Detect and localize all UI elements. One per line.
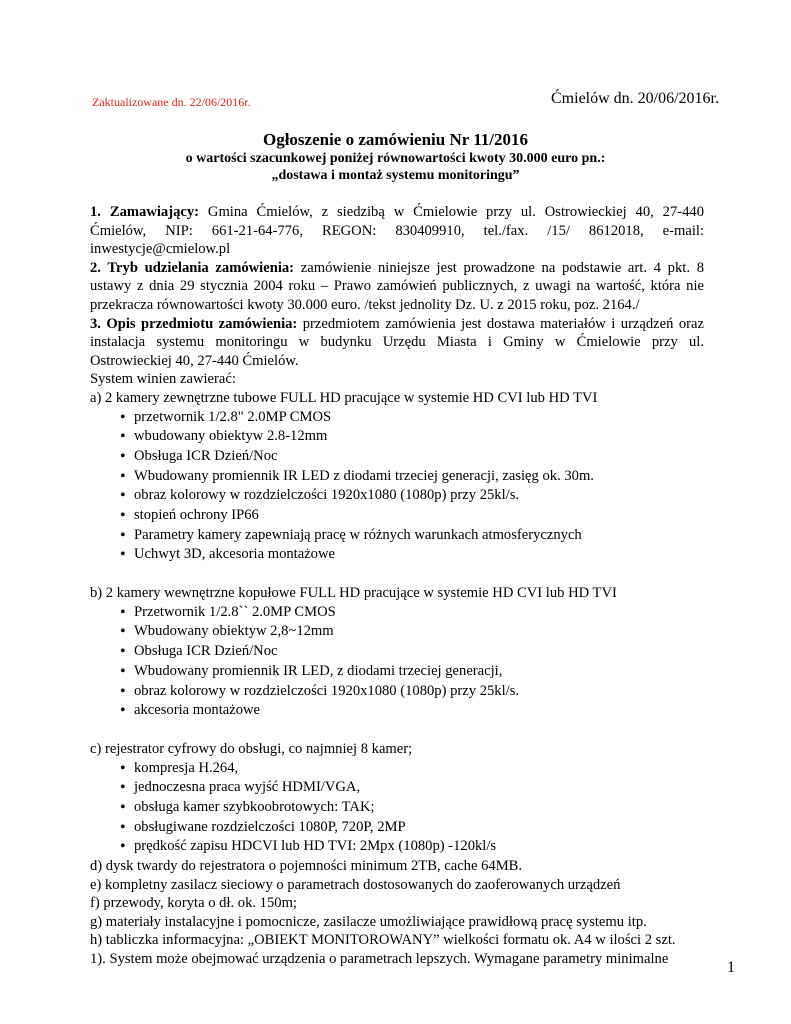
list-item: • Obsługa ICR Dzień/Noc xyxy=(120,642,704,662)
list-item: • Obsługa ICR Dzień/Noc xyxy=(120,447,704,467)
list-item: • Uchwyt 3D, akcesoria montażowe xyxy=(120,545,704,565)
item-b-heading: b) 2 kamery wewnętrzne kopułowe FULL HD pracujące w systemie HD CVI lub HD TVI xyxy=(90,585,617,602)
section-1-text: Gmina Ćmielów, z siedzibą w Ćmielowie przy ul. Ostrowieckiej 40, 27-440 xyxy=(199,204,705,220)
item-b-bullet-list xyxy=(90,603,704,721)
list-item: • wbudowany obiektyw 2.8-12mm xyxy=(120,427,704,447)
section-3-line-2: instalacja systemu monitoringu w budynku Urzędu Miasta i Gminy w Ćmielowie przy ul. xyxy=(90,334,704,351)
item-h: h) tabliczka informacyjna: „OBIEKT MONITOROWANY” wielkości formatu ok. A4 w ilości 2 szt. xyxy=(90,932,676,949)
list-item: • Wbudowany promiennik IR LED, z diodami trzeciej generacji, xyxy=(120,662,704,682)
list-item: • przetwornik 1/2.8" 2.0MP CMOS xyxy=(120,408,704,428)
list-item: • Przetwornik 1/2.8`` 2.0MP CMOS xyxy=(120,603,704,623)
item-d: d) dysk twardy do rejestratora o pojemności minimum 2TB, cache 64MB. xyxy=(90,858,523,875)
item-c-bullet-list xyxy=(90,759,704,858)
list-item: • Parametry kamery zapewniają pracę w różnych warunkach atmosferycznych xyxy=(120,526,704,546)
section-1-line-2: Ćmielów, NIP: 661-21-64-776, REGON: 830409910, tel./fax. /15/ 8612018, e-mail: xyxy=(90,222,704,239)
system-intro: System winien zawierać: xyxy=(90,371,236,388)
list-item: • prędkość zapisu HDCVI lub HD TVI: 2Mpx (1080p) -120kl/s xyxy=(120,837,704,857)
section-3-text: przedmiotem zamówienia jest dostawa materiałów i urządzeń oraz xyxy=(297,315,704,332)
document-body xyxy=(90,203,704,969)
document-title: Ogłoszenie o zamówieniu Nr 11/2016 xyxy=(262,130,529,149)
list-item: • obraz kolorowy w rozdzielczości 1920x1080 (1080p) przy 25kl/s. xyxy=(120,486,704,506)
document-subtitle-name: „dostawa i montaż systemu monitoringu” xyxy=(271,168,520,183)
spacer xyxy=(90,565,704,584)
section-2-text: zamówienie niniejsze jest prowadzone na podstawie art. 4 pkt. 8 xyxy=(294,259,704,276)
place-and-date: Ćmielów dn. 20/06/2016r. xyxy=(551,90,719,107)
item-a-heading: a) 2 kamery zewnętrzne tubowe FULL HD pracujące w systemie HD CVI lub HD TVI xyxy=(90,389,598,406)
list-item: • jednoczesna praca wyjść HDMI/VGA, xyxy=(120,778,704,798)
spacer xyxy=(90,721,704,740)
section-3-line-3: Ostrowieckiej 40, 27-440 Ćmielów. xyxy=(90,352,299,369)
document-subtitle-value: o wartości szacunkowej poniżej równowartości kwoty 30.000 euro pn.: xyxy=(185,151,606,166)
list-item: • obsługiwane rozdzielczości 1080P, 720P, 2MP xyxy=(120,818,704,838)
list-item: • kompresja H.264, xyxy=(120,759,704,779)
section-1-line-1 xyxy=(90,203,704,222)
section-1-heading: 1. Zamawiający: xyxy=(90,204,200,220)
list-item: • obraz kolorowy w rozdzielczości 1920x1080 (1080p) przy 25kl/s. xyxy=(120,682,704,702)
item-a-bullet-list xyxy=(90,408,704,566)
section-2-line-3: przekracza równowartości kwoty 30.000 euro. /tekst jednolity Dz. U. z 2015 roku, poz. 2164./ xyxy=(90,296,640,313)
item-c-heading: c) rejestrator cyfrowy do obsługi, co najmniej 8 kamer; xyxy=(90,740,413,757)
list-item: • akcesoria montażowe xyxy=(120,701,704,721)
list-item: • obsługa kamer szybkoobrotowych: TAK; xyxy=(120,798,704,818)
section-2-line-2: ustawy z dnia 29 stycznia 2004 roku – Prawo zamówień publicznych, z uwagi na wartość, która nie xyxy=(90,278,704,295)
item-e: e) kompletny zasilacz sieciowy o parametrach dostosowanych do zaoferowanych urządzeń xyxy=(90,876,621,893)
section-2-line-1 xyxy=(90,259,704,278)
list-item: • Wbudowany promiennik IR LED z diodami trzeciej generacji, zasięg ok. 30m. xyxy=(120,467,704,487)
section-3-line-1 xyxy=(90,315,704,334)
note-1: 1). System może obejmować urządzenia o parametrach lepszych. Wymagane parametry minimalne xyxy=(90,951,669,968)
page-number: 1 xyxy=(727,959,735,976)
section-3-heading: 3. Opis przedmiotu zamówienia: xyxy=(90,315,298,332)
list-item: • Wbudowany obiektyw 2,8~12mm xyxy=(120,622,704,642)
item-f: f) przewody, koryta o dł. ok. 150m; xyxy=(90,895,297,912)
updated-date-note: Zaktualizowane dn. 22/06/2016r. xyxy=(92,95,251,109)
section-1-line-3: inwestycje@cmielow.pl xyxy=(90,241,231,258)
list-item: • stopień ochrony IP66 xyxy=(120,506,704,526)
item-g: g) materiały instalacyjne i pomocnicze, zasilacze umożliwiające prawidłową pracę systemu itp. xyxy=(90,913,647,930)
section-2-heading: 2. Tryb udzielania zamówienia: xyxy=(90,259,295,276)
